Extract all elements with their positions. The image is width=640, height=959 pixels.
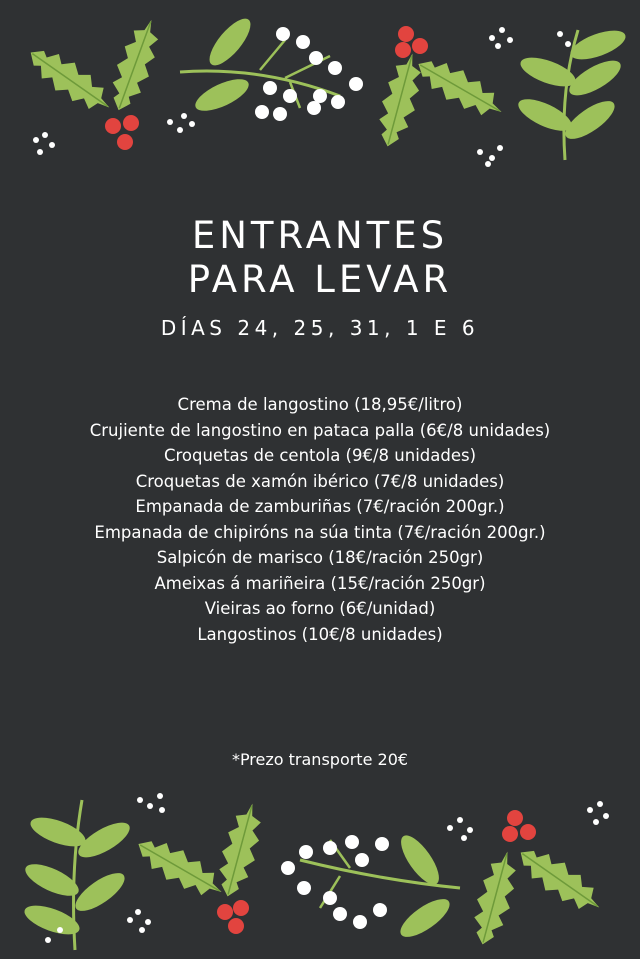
red-berries-right: [395, 26, 428, 58]
berry-branch-top: [180, 13, 363, 121]
holly-decoration-top: [0, 0, 640, 175]
holly-decoration-bottom: [0, 780, 640, 959]
title-line-2: PARA LEVAR: [187, 258, 453, 301]
menu-item: Crujiente de langostino en pataca palla (6€/8 unidades): [89, 420, 551, 440]
red-berries-bottom-left: [217, 900, 249, 934]
menu-item: Croquetas de centola (9€/8 unidades): [163, 446, 477, 465]
menu-item: Ameixas á mariñeira (15€/ración 250gr): [154, 573, 486, 593]
holly-leaves-bottom-right: [466, 839, 609, 949]
snow-dots-bottom: [45, 793, 609, 943]
menu-item: Crema de langostino (18,95€/litro): [177, 395, 463, 414]
berry-branch-bottom: [281, 830, 460, 944]
menu-item: Croquetas de xamón ibérico (7€/8 unidades): [135, 471, 505, 491]
transport-price-note: *Prezo transporte 20€: [231, 750, 409, 769]
holly-leaves-bottom-left: [130, 799, 269, 906]
dates-subtitle: DÍAS 24, 25, 31, 1 E 6: [160, 316, 480, 340]
red-berries-bottom-right: [502, 810, 536, 842]
menu-list: [0, 392, 640, 647]
page-title: [0, 214, 640, 302]
holly-leaves-left: [21, 14, 167, 121]
red-berries-left: [105, 115, 139, 150]
leaf-sprig-top-right: [514, 25, 629, 160]
title-line-1: ENTRANTES: [191, 214, 449, 257]
menu-item: Salpicón de marisco (18€/ración 250gr): [156, 548, 484, 567]
holly-leaves-right: [371, 49, 510, 151]
menu-item: Vieiras ao forno (6€/unidad): [204, 599, 436, 618]
menu-item: Empanada de chipiróns na súa tinta (7€/ración 200gr.): [94, 522, 546, 542]
menu-item: Langostinos (10€/8 unidades): [197, 624, 443, 644]
menu-item: Empanada de zamburiñas (7€/ración 200gr.): [135, 497, 505, 516]
leaf-sprig-bottom-left: [21, 800, 135, 950]
